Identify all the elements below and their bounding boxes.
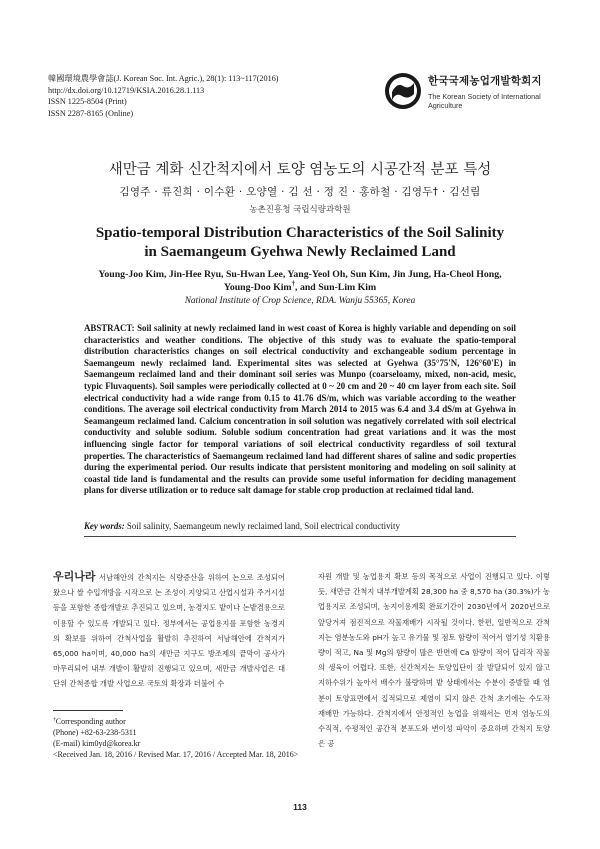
email[interactable]: (E-mail) kim0yd@korea.kr [53,739,141,748]
keywords-label: Key words: [84,521,125,531]
corresponding-mark: † [291,280,296,288]
title-english-line-1: Spatio-temporal Distribution Characteristics of the Soil Salinity [95,225,505,241]
abstract: ABSTRACT: Soil salinity at newly reclaimed land in west coast of Korea is highly variable and depending on soil characteristics and weather conditions. The objective of this study was to evaluate the spatio-temporal distribution characteristics changes on soil electrical conductivity and exchangeable sodium percentage in Saemangeum newly reclaimed land. Experimental sites was selected at Gyehwa (35°75'N, 126°60'E) in Saemangeum reclaimed land and their dominant soil series was Munpo (coarseloamy, mixed, non-acid, mesic, typic Fluvaquents). Soil samples were periodically collected at 0 ~ 20 cm and 20 ~ 40 cm layer from each site. Soil electrical conductivity had a wide range from 0.15 to 41.76 dS/m, which was variable according to the weather conditions. The average soil electrical conductivity from March 2014 to 2015 was 6.4 and 3.4 dS/m at Gyehwa in Seamangeum reclaimed land. Calcium concentration in soil solution was negatively correlated with soil electrical conductivity and soluble sodium. Soluble sodium concentration had great variations and it was the most influencing single factor for temporal variations of soil electrical conductivity regardless of soil textural properties. The characteristics of Saemangeum reclaimed land had different shares of saline and sodic properties during the experimental period. Our results indicate that persistent monitoring and modeling on soil salinity at coastal tide land is fundamental and the results can provide some useful information for deciding management plans for diverse utilization or to reduce salt damage for stable crop production at reclaimed tidal land. [84,323,516,496]
title-english [60,224,540,262]
dagger-mark: † [53,716,56,723]
keywords-text: Soil salinity, Saemangeum newly reclaimed land, Soil electrical conductivity [126,521,400,531]
corresponding-label: Corresponding author [55,717,126,726]
lead-word: 우리나라 [53,570,96,583]
title-english-line-2: in Saemangeum Gyehwa Newly Reclaimed Land [144,244,456,260]
doi-link[interactable]: http://dx.doi.org/10.12719/KSIA.2016.28.1.113 [48,85,205,95]
section-divider [84,536,516,537]
affiliation-english: National Institute of Crop Science, RDA. Wanju 55365, Korea [184,296,416,306]
page-number: 113 [293,802,307,812]
authors-korean: 김영주 · 류진희 · 이수환 · 오양열 · 김 선 · 정 진 · 홍하철 · 김영두† · 김선림 [119,186,481,198]
footnote-divider [53,710,123,711]
authors-english-line-1: Young-Joo Kim, Jin-Hee Ryu, Su-Hwan Lee, Yang-Yeol Oh, Sun Kim, Jin Jung, Ha-Cheol Hong, [98,269,502,280]
journal-citation: 韓國環境農學會誌(J. Korean Soc. Int. Agric.), 28(1): 113~117(2016) [48,74,279,83]
issn-print: ISSN 1225-8504 (Print) [48,97,127,106]
authors-english [70,269,530,294]
journal-header [48,73,348,119]
affiliation-korean: 농촌진흥청 국립식량과학원 [249,205,351,215]
society-name-en: The Korean Society of International Agriculture [428,92,541,110]
society-name-ko: 한국국제농업개발학회지 [428,75,542,87]
phone: (Phone) +82-63-238-5311 [53,728,137,737]
keywords [84,521,516,531]
body-column-right: 자원 개발 및 농업용지 확보 등의 목적으로 사업이 진행되고 있다. 이렇듯, 새만금 간척지 내부개발계획 28,300 ha 중 8,570 ha (30.3%)가 농업용지로 조성되며, 농지이용계획 완료기간이 2030년에서 2020년으로 앞당겨져 점진적으로 작물재배가 시작될 것이다. 한편, 일반적으로 간척지는 염분농도와 pH가 높고 유기물 및 점토 함량이 적어서 염기성 치환용량이 적고, Na 및 Mg의 함량이 많은 반면에 Ca 함량이 적어 답리작 작물의 생육이 어렵다. 또한, 신간척지는 토양입단이 잘 발달되어 있지 않고 지하수위가 높아서 배수가 불량하며 밭 상태에서는 수분이 증발할 때 염분이 토양표면에서 집적되므로 제염이 되지 않은 간척 초기에는 수도작 재배만 가능하다. 간척지에서 안정적인 농업을 위해서는 먼저 염농도의 수직적, 수평적인 공간적 분포도와 변이성 파악이 중요하며 간척지 토양은 공 [318,572,550,749]
society-logo [384,70,554,116]
corresponding-author [53,716,313,727]
footnote [53,716,313,760]
body-column-left [53,569,285,692]
authors-english-line-2 [70,282,530,295]
author-name: Young-Doo Kim [223,281,292,293]
received-dates: <Received Jan. 18, 2016 / Revised Mar. 17, 2016 / Accepted Mar. 18, 2016> [53,750,299,759]
title-korean: 새만금 계화 신간척지에서 토양 염농도의 시공간적 분포 특성 [108,162,492,178]
body-text-left: 서남해안의 간척지는 식량증산을 위하여 논으로 조성되어 왔으나 쌀 수입개방을 시작으로 논 조성이 지양되고 산업시설과 주거시설 등을 포함한 종합개발로 추진되고 있으며, 농경지도 밭이나 논밭겸용으로 이용할 수 있도록 개발되고 있다. 정부에서는 공업용지를 포함한 농경지의 확보를 위하여 간척사업을 활발히 추진하여 서남해안에 간척지가 65,000 ha이며, 40,000 ha의 새만금 지구도 방조제의 끝막이 공사가 마무리되어 내부 개발이 활발히 진행되고 있으며, 새만금 개발사업은 대단위 간척종합 개발 사업으로 국토의 확장과 더불어 수 [53,573,285,689]
issn-online: ISSN 2287-8165 (Online) [48,108,134,118]
author-name: , and Sun-Lim Kim [295,281,377,293]
society-emblem-icon [384,72,422,110]
